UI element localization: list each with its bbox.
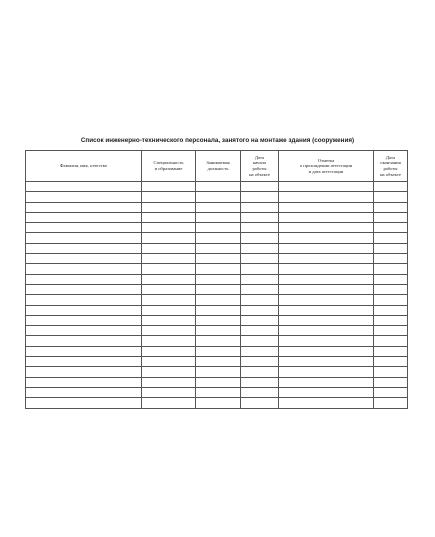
table-body (26, 182, 408, 409)
table-cell (279, 387, 374, 397)
table-cell (196, 254, 241, 264)
header-start-date: Дата начала работы на объекте (241, 151, 279, 182)
table-cell (196, 182, 241, 192)
table-cell (26, 284, 142, 294)
header-attestation-note: Отметка о прохождении аттестации и дата аттестации (279, 151, 374, 182)
table-cell (374, 202, 408, 212)
table-cell (142, 212, 196, 222)
table-cell (26, 377, 142, 387)
personnel-table (25, 150, 408, 409)
table-cell (241, 223, 279, 233)
table-cell (142, 254, 196, 264)
table-cell (241, 284, 279, 294)
table-cell (196, 367, 241, 377)
table-cell (279, 357, 374, 367)
table-cell (279, 182, 374, 192)
table-cell (374, 357, 408, 367)
table-cell (279, 274, 374, 284)
table-cell (26, 243, 142, 253)
table-cell (374, 254, 408, 264)
table-cell (374, 182, 408, 192)
table-cell (26, 305, 142, 315)
table-row (26, 346, 408, 356)
table-cell (196, 295, 241, 305)
table-cell (374, 398, 408, 408)
header-full-name: Фамилия, имя, отчество (26, 151, 142, 182)
table-row (26, 223, 408, 233)
table-cell (142, 284, 196, 294)
table-row (26, 233, 408, 243)
table-cell (279, 336, 374, 346)
table-cell (196, 284, 241, 294)
table-cell (196, 192, 241, 202)
table-cell (241, 336, 279, 346)
table-cell (374, 377, 408, 387)
table-cell (142, 264, 196, 274)
table-cell (196, 377, 241, 387)
table-cell (26, 315, 142, 325)
table-cell (279, 212, 374, 222)
table-cell (279, 377, 374, 387)
table-cell (142, 387, 196, 397)
table-cell (374, 212, 408, 222)
table-cell (279, 192, 374, 202)
table-row (26, 274, 408, 284)
table-cell (374, 274, 408, 284)
table-row (26, 243, 408, 253)
table-row (26, 202, 408, 212)
table-cell (142, 274, 196, 284)
table-cell (26, 336, 142, 346)
table-cell (142, 398, 196, 408)
table-cell (374, 243, 408, 253)
table-cell (241, 367, 279, 377)
table-cell (142, 315, 196, 325)
table-cell (142, 295, 196, 305)
table-cell (26, 202, 142, 212)
table-cell (142, 367, 196, 377)
table-cell (196, 202, 241, 212)
table-cell (196, 223, 241, 233)
table-cell (142, 326, 196, 336)
header-end-date: Дата окончания работы на объекте (374, 151, 408, 182)
table-cell (26, 295, 142, 305)
table-cell (279, 202, 374, 212)
table-cell (196, 274, 241, 284)
table-cell (196, 315, 241, 325)
table-cell (26, 233, 142, 243)
table-cell (241, 357, 279, 367)
table-cell (279, 326, 374, 336)
table-row (26, 182, 408, 192)
table-row (26, 315, 408, 325)
table-cell (241, 377, 279, 387)
table-row (26, 367, 408, 377)
table-cell (142, 223, 196, 233)
table-cell (196, 398, 241, 408)
table-cell (26, 264, 142, 274)
table-cell (241, 346, 279, 356)
table-cell (26, 326, 142, 336)
table-cell (374, 305, 408, 315)
table-cell (241, 305, 279, 315)
table-cell (142, 243, 196, 253)
table-cell (142, 182, 196, 192)
table-cell (196, 326, 241, 336)
table-cell (26, 212, 142, 222)
table-cell (279, 264, 374, 274)
table-cell (374, 295, 408, 305)
table-cell (374, 192, 408, 202)
table-cell (241, 182, 279, 192)
table-row (26, 212, 408, 222)
table-row (26, 284, 408, 294)
table-cell (241, 202, 279, 212)
table-cell (241, 274, 279, 284)
table-cell (142, 346, 196, 356)
table-cell (241, 398, 279, 408)
table-cell (26, 367, 142, 377)
table-cell (279, 243, 374, 253)
table-row (26, 326, 408, 336)
table-cell (279, 398, 374, 408)
table-cell (241, 243, 279, 253)
table-cell (196, 264, 241, 274)
table-cell (142, 357, 196, 367)
table-cell (279, 295, 374, 305)
table-cell (241, 326, 279, 336)
table-cell (241, 295, 279, 305)
table-row (26, 305, 408, 315)
table-cell (374, 223, 408, 233)
table-cell (241, 315, 279, 325)
table-cell (196, 346, 241, 356)
table-cell (279, 223, 374, 233)
table-cell (241, 264, 279, 274)
table-cell (196, 336, 241, 346)
table-cell (196, 305, 241, 315)
table-row (26, 295, 408, 305)
table-cell (196, 243, 241, 253)
table-cell (374, 264, 408, 274)
table-cell (241, 192, 279, 202)
table-row (26, 336, 408, 346)
table-cell (374, 387, 408, 397)
table-cell (279, 233, 374, 243)
table-cell (26, 387, 142, 397)
table-cell (196, 233, 241, 243)
table-cell (279, 284, 374, 294)
table-cell (241, 387, 279, 397)
table-header-row (26, 151, 408, 182)
table-cell (142, 377, 196, 387)
table-row (26, 357, 408, 367)
table-row (26, 254, 408, 264)
table-cell (374, 367, 408, 377)
table-cell (241, 212, 279, 222)
table-cell (26, 357, 142, 367)
table-cell (196, 387, 241, 397)
table-cell (142, 336, 196, 346)
table-cell (374, 326, 408, 336)
table-cell (374, 284, 408, 294)
table-cell (279, 346, 374, 356)
table-cell (196, 357, 241, 367)
header-specialty-education: Специальность и образование (142, 151, 196, 182)
table-cell (241, 233, 279, 243)
table-cell (142, 192, 196, 202)
table-cell (279, 254, 374, 264)
table-cell (374, 346, 408, 356)
table-row (26, 398, 408, 408)
header-position: Занимаемая должность (196, 151, 241, 182)
table-row (26, 192, 408, 202)
table-cell (374, 315, 408, 325)
table-cell (142, 202, 196, 212)
table-cell (26, 182, 142, 192)
table-cell (26, 274, 142, 284)
table-cell (26, 398, 142, 408)
table-cell (279, 305, 374, 315)
table-cell (241, 254, 279, 264)
table-cell (374, 336, 408, 346)
table-cell (142, 233, 196, 243)
table-row (26, 387, 408, 397)
table-cell (196, 212, 241, 222)
table-cell (26, 192, 142, 202)
document-title: Список инженерно-технического персонала, занятого на монтаже здания (сооружения) (80, 137, 355, 144)
table-cell (142, 305, 196, 315)
table-cell (26, 223, 142, 233)
table-row (26, 264, 408, 274)
table-cell (374, 233, 408, 243)
table-row (26, 377, 408, 387)
table-cell (26, 254, 142, 264)
table-cell (279, 315, 374, 325)
table-cell (26, 346, 142, 356)
table-cell (279, 367, 374, 377)
